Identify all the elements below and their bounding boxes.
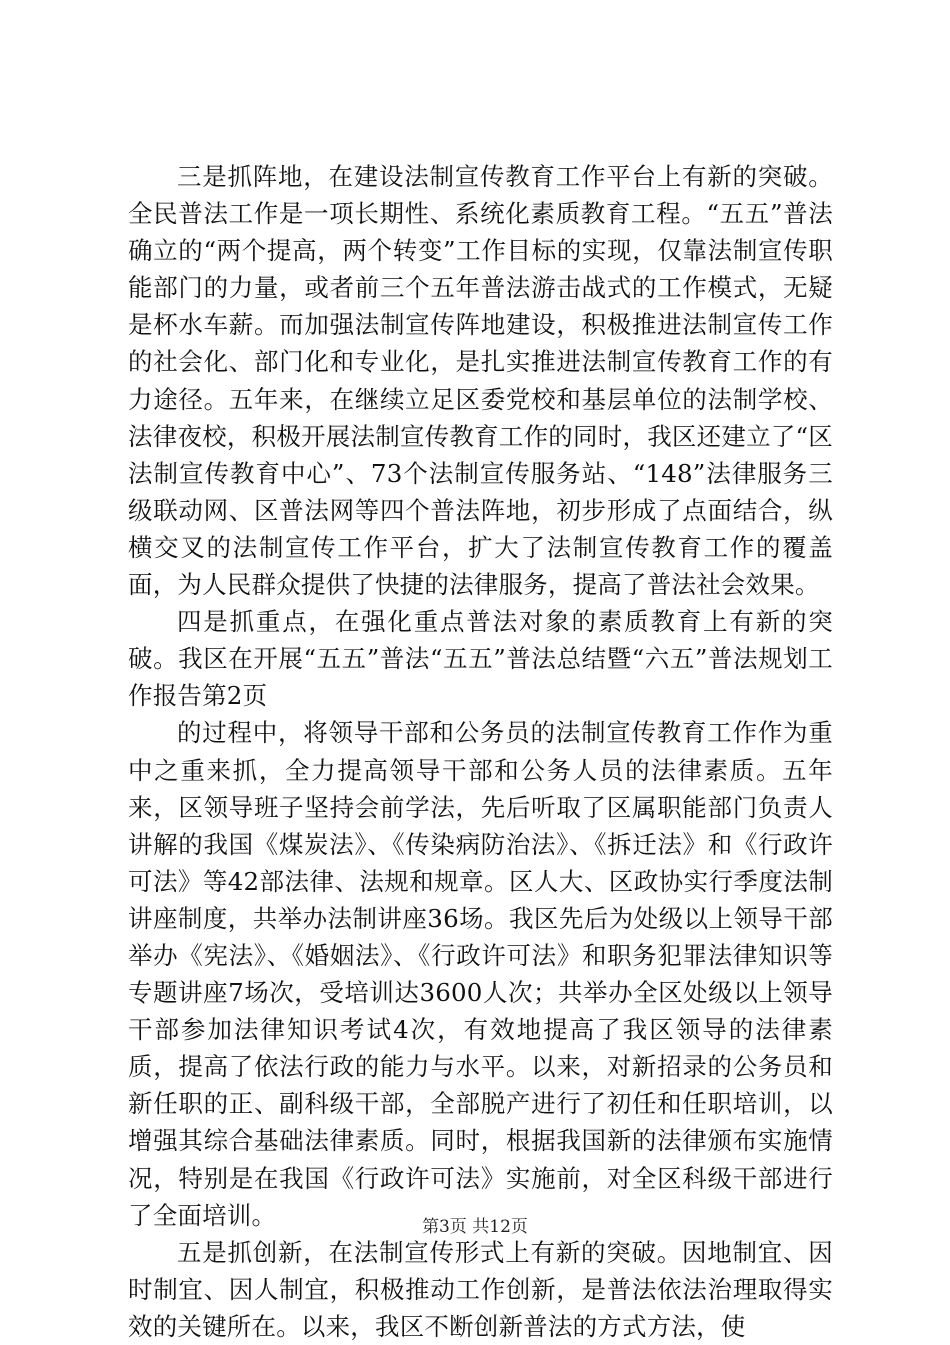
document-body: [128, 158, 833, 1345]
paragraph-four-key-points: 四是抓重点，在强化重点普法对象的素质教育上有新的突破。我区在开展“五五”普法“五五”普法总结暨“六五”普法规划工作报告第2页: [128, 607, 833, 711]
page-footer: 第3页 共12页: [422, 1217, 528, 1237]
paragraph-five-innovation: 五是抓创新，在法制宣传形式上有新的突破。因地制宜、因时制宜、因人制宜，积极推动工作创新，是普法依法治理取得实效的关键所在。以来，我区不断创新普法的方式方法，使: [128, 1237, 833, 1341]
paragraph-leaders-training: 的过程中，将领导干部和公务员的法制宣传教育工作作为重中之重来抓，全力提高领导干部和公务人员的法律素质。五年来，区领导班子坚持会前学法，先后听取了区属职能部门负责人讲解的我国《煤炭法》、《传染病防治法》、《拆迁法》和《行政许可法》等42部法律、法规和规章。区人大、区政协实行季度法制讲座制度，共举办法制讲座36场。我区先后为处级以上领导干部举办《宪法》、《婚姻法》、《行政许可法》和职务犯罪法律知识等专题讲座7场次，受培训达3600人次；共举办全区处级以上领导干部参加法律知识考试4次，有效地提高了我区领导的法律素质，提高了依法行政的能力与水平。以来，对新招录的公务员和新任职的正、副科级干部，全部脱产进行了初任和任职培训，以增强其综合基础法律素质。同时，根据我国新的法律颁布实施情况，特别是在我国《行政许可法》实施前，对全区科级干部进行了全面培训。: [128, 718, 833, 1230]
paragraph-three-positions: 三是抓阵地，在建设法制宣传教育工作平台上有新的突破。全民普法工作是一项长期性、系统化素质教育工程。“五五”普法确立的“两个提高，两个转变”工作目标的实现，仅靠法制宣传职能部门的力量，或者前三个五年普法游击战式的工作模式，无疑是杯水车薪。而加强法制宣传阵地建设，积极推进法制宣传工作的社会化、部门化和专业化，是扎实推进法制宣传教育工作的有力途径。五年来，在继续立足区委党校和基层单位的法制学校、法律夜校，积极开展法制宣传教育工作的同时，我区还建立了“区法制宣传教育中心”、73个法制宣传服务站、“148”法律服务三级联动网、区普法网等四个普法阵地，初步形成了点面结合，纵横交叉的法制宣传工作平台，扩大了法制宣传教育工作的覆盖面，为人民群众提供了快捷的法律服务，提高了普法社会效果。: [128, 162, 833, 600]
